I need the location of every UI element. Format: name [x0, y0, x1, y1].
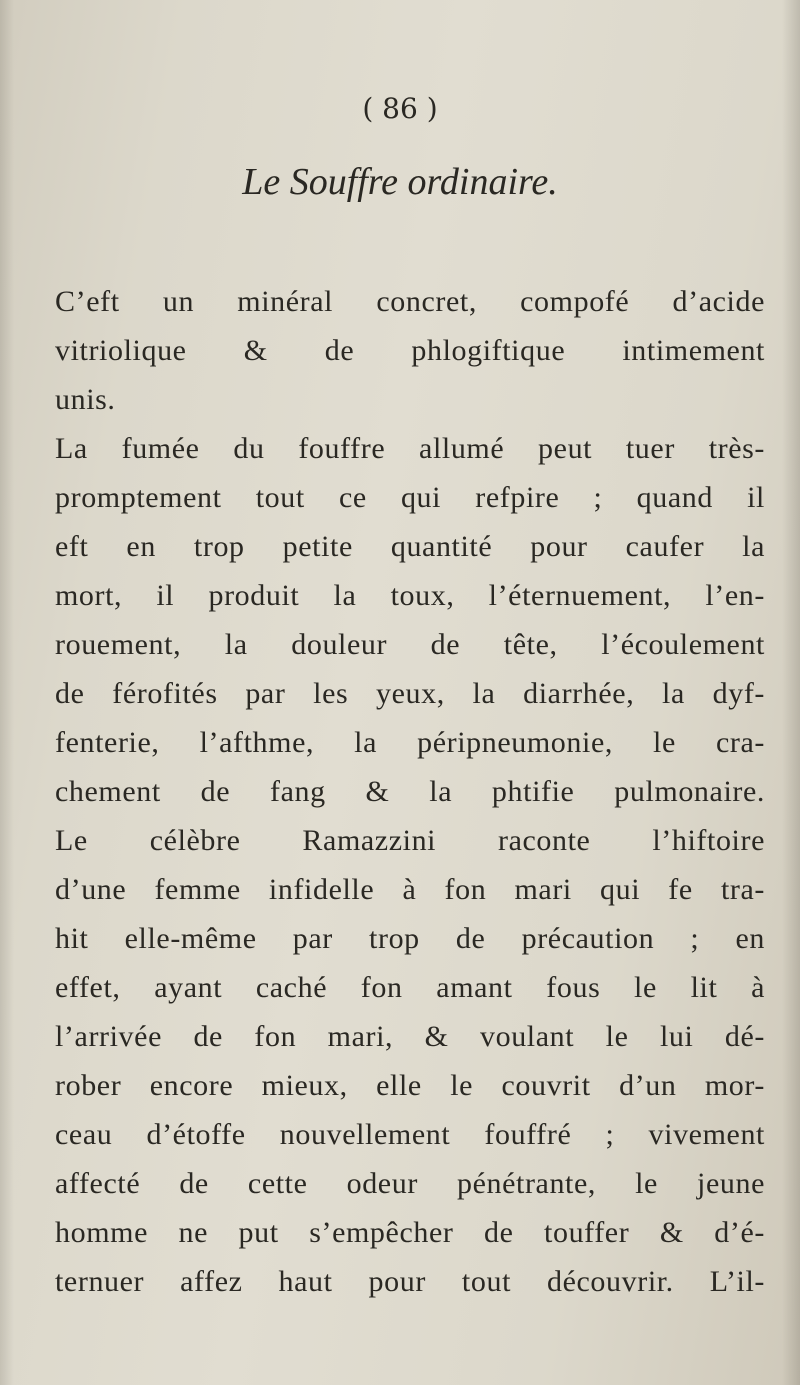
text-line-4: La fumée du fouffre allumé peut tuer très- [55, 432, 765, 465]
text-line-2: vitriolique & de phlogiftique intimement [55, 334, 765, 367]
text-line-1: C’eft un minéral concret, compofé d’acide [55, 285, 765, 318]
text-line-13: d’une femme infidelle à fon mari qui fe tra- [55, 873, 765, 906]
text-line-5: promptement tout ce qui refpire ; quand il [55, 481, 765, 514]
text-line-20: homme ne put s’empêcher de touffer & d’é- [55, 1216, 765, 1249]
text-line-16: l’arrivée de fon mari, & voulant le lui dé- [55, 1020, 765, 1053]
page-left-shadow [0, 0, 14, 1385]
text-line-6: eft en trop petite quantité pour caufer la [55, 530, 765, 563]
text-line-7: mort, il produit la toux, l’éternuement, l’en- [55, 579, 765, 612]
text-line-14: hit elle-même par trop de précaution ; en [55, 922, 765, 955]
text-line-21: ternuer affez haut pour tout découvrir. L’il- [55, 1265, 765, 1298]
page-number: ( 86 ) [362, 92, 438, 125]
text-line-9: de férofités par les yeux, la diarrhée, la dyf- [55, 677, 765, 710]
text-line-3: unis. [55, 383, 116, 416]
text-line-10: fenterie, l’afthme, la péripneumonie, le cra- [55, 726, 765, 759]
page-right-shadow [782, 0, 800, 1385]
text-line-17: rober encore mieux, elle le couvrit d’un mor- [55, 1069, 765, 1102]
text-line-12: Le célèbre Ramazzini raconte l’hiftoire [55, 824, 765, 857]
section-title: Le Souffre ordinaire. [242, 161, 558, 203]
text-line-8: rouement, la douleur de tête, l’écoulement [55, 628, 765, 661]
text-line-18: ceau d’étoffe nouvellement fouffré ; vivement [55, 1118, 765, 1151]
text-line-19: affecté de cette odeur pénétrante, le jeune [55, 1167, 765, 1200]
text-line-11: chement de fang & la phtifie pulmonaire. [55, 775, 765, 808]
text-line-15: effet, ayant caché fon amant fous le lit à [55, 971, 765, 1004]
